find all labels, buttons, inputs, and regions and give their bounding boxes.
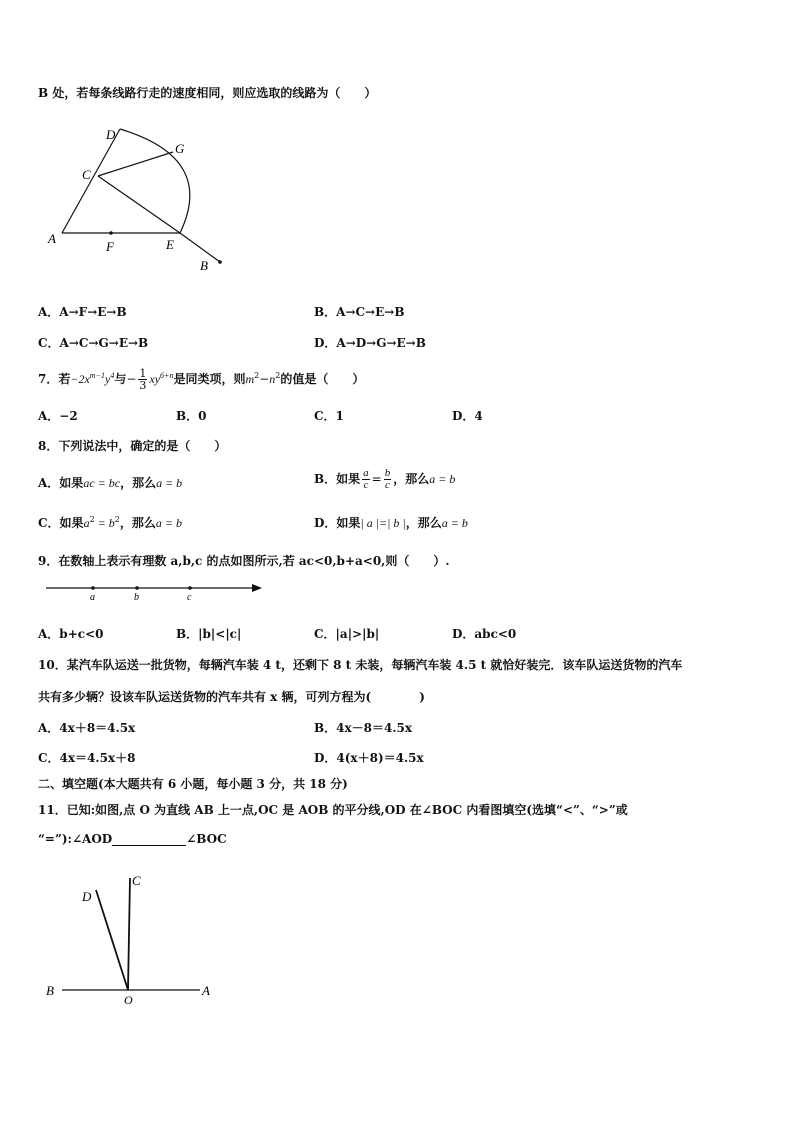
q7-stem: 7．若$-2x^{m-1}y^4$与− $\frac{1}{3}$ $xy^{6+n}$是同类项，则$m^2-n^2$的值是（ ） bbox=[38, 367, 365, 392]
q9-option-a[interactable]: A．b+c<0 bbox=[38, 627, 104, 641]
q8-stem: 8．下列说法中，确定的是（ ） bbox=[38, 439, 227, 453]
label-E: E bbox=[166, 237, 174, 252]
q9-stem: 9．在数轴上表示有理数 a,b,c 的点如图所示,若 ac<0,b+a<0,则（ ）. bbox=[38, 554, 450, 568]
point-b bbox=[135, 586, 139, 590]
q9-option-b[interactable]: B．|b|<|c| bbox=[176, 627, 242, 641]
q8-option-a[interactable]: A．如果ac = bc，那么a = b bbox=[38, 476, 183, 490]
q6-option-d[interactable]: D．A→D→G→E→B bbox=[314, 336, 426, 350]
axis-label-c: c bbox=[187, 592, 192, 603]
axis-label-a: a bbox=[90, 592, 95, 603]
q10-option-d[interactable]: D．4(x＋8)＝4.5x bbox=[314, 751, 424, 765]
q9-option-d[interactable]: D．abc<0 bbox=[452, 627, 517, 641]
point-F bbox=[109, 231, 113, 235]
label-O: O bbox=[124, 993, 133, 1007]
q11-figure bbox=[40, 868, 230, 1008]
q9-option-c[interactable]: C．|a|>|b| bbox=[314, 627, 380, 641]
q6-option-b[interactable]: B．A→C→E→B bbox=[314, 305, 405, 319]
section-heading: 二、填空题(本大题共有 6 小题，每小题 3 分，共 18 分) bbox=[38, 777, 348, 791]
q8-option-d[interactable]: D．如果| a |=| b |，那么a = b bbox=[314, 516, 468, 530]
label-B: B bbox=[200, 258, 208, 273]
label-C: C bbox=[132, 873, 141, 888]
q7-option-a[interactable]: A．−2 bbox=[38, 409, 78, 423]
ray-OC bbox=[128, 878, 130, 990]
label-A: A bbox=[48, 231, 56, 246]
line-AD bbox=[62, 129, 120, 233]
q7-fraction: $\frac{1}{3}$ bbox=[139, 367, 147, 392]
q7-option-b[interactable]: B．0 bbox=[176, 409, 207, 423]
q8-option-c[interactable]: C．如果$a^2 = b^2$，那么a = b bbox=[38, 515, 182, 530]
axis-arrow bbox=[252, 584, 262, 592]
ray-OD bbox=[96, 890, 128, 990]
label-B: B bbox=[46, 983, 54, 998]
line-CG bbox=[98, 152, 173, 176]
q7-option-c[interactable]: C．1 bbox=[314, 409, 344, 423]
point-a bbox=[91, 586, 95, 590]
q8-option-b[interactable]: B．如果 $\frac{a}{c}$ = $\frac{b}{c}$ ，那么a = b bbox=[314, 467, 456, 491]
point-B bbox=[218, 260, 222, 264]
q11-stem-line2: “=”):∠AOD ∠BOC bbox=[38, 832, 227, 846]
q10-stem-line1: 10．某汽车队运送一批货物，每辆汽车装 4 t，还剩下 8 t 未装，每辆汽车装 4.5 t 就恰好装完．该车队运送货物的汽车 bbox=[38, 658, 683, 672]
q9-number-line bbox=[44, 578, 266, 606]
axis-label-b: b bbox=[134, 592, 139, 603]
q7-option-d[interactable]: D．4 bbox=[452, 409, 483, 423]
label-G: G bbox=[175, 141, 185, 156]
q10-stem-line2: 共有多少辆？设该车队运送货物的汽车共有 x 辆，可列方程为( ) bbox=[38, 690, 425, 704]
q11-answer-blank[interactable] bbox=[112, 833, 186, 846]
q6-option-a[interactable]: A．A→F→E→B bbox=[38, 305, 127, 319]
q10-option-c[interactable]: C．4x＝4.5x＋8 bbox=[38, 751, 136, 765]
label-F: F bbox=[106, 239, 114, 254]
point-c bbox=[188, 586, 192, 590]
label-D: D bbox=[82, 889, 92, 904]
q6-stem: B 处，若每条线路行走的速度相同，则应选取的线路为（ ） bbox=[38, 86, 377, 100]
q6-option-c[interactable]: C．A→C→G→E→B bbox=[38, 336, 149, 350]
q10-option-a[interactable]: A．4x＋8＝4.5x bbox=[38, 721, 136, 735]
label-C: C bbox=[82, 167, 91, 182]
label-A: A bbox=[202, 983, 210, 998]
q6-figure bbox=[40, 118, 240, 278]
q10-option-b[interactable]: B．4x－8＝4.5x bbox=[314, 721, 413, 735]
q11-stem-line1: 11．已知:如图,点 O 为直线 AB 上一点,OC 是 AOB 的平分线,OD 在∠BOC 内看图填空(选填“<”、“>”或 bbox=[38, 803, 628, 817]
label-D: D bbox=[106, 127, 116, 142]
line-CE bbox=[98, 176, 180, 233]
